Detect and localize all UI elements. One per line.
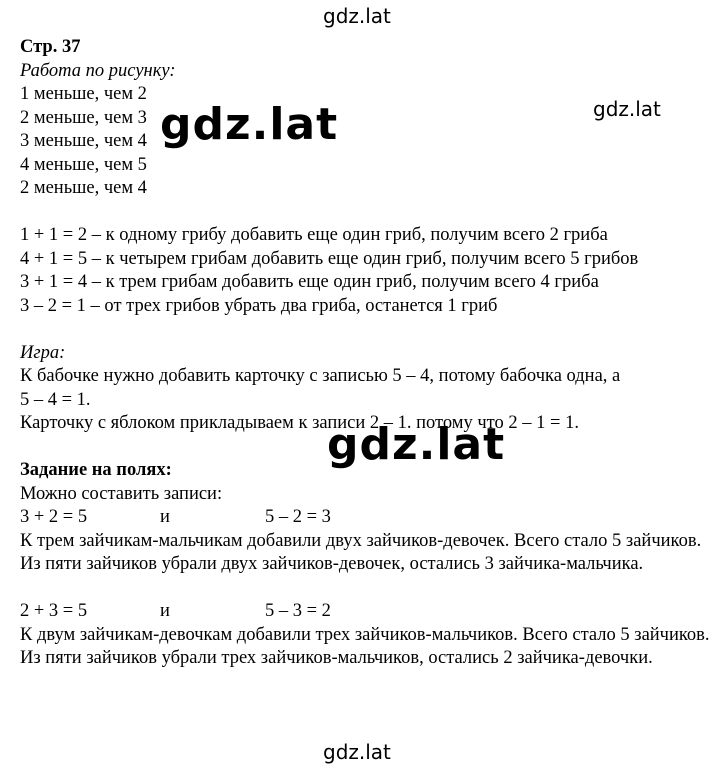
mushroom-equation: 3 – 2 = 1 – от трех грибов убрать два гриба, останется 1 гриб: [20, 295, 498, 316]
spacer: [20, 577, 710, 601]
spacer: [20, 201, 710, 225]
spacer: [20, 436, 710, 460]
conjunction: и: [160, 601, 170, 621]
equation-pair: [20, 600, 710, 624]
equation: 3 + 2 = 5: [20, 507, 88, 527]
mushroom-equation: 4 + 1 = 5 – к четырем грибам добавить еще один гриб, получим всего 5 грибов: [20, 248, 639, 269]
equation-pair: [20, 506, 710, 530]
solution-text: [20, 36, 710, 671]
conjunction: и: [160, 507, 170, 527]
story-text: Из пяти зайчиков убрали трех зайчиков-мальчиков, остались 2 зайчика-девочки.: [20, 648, 653, 668]
section-title-game: Игра:: [20, 342, 66, 363]
margin-task-intro: Можно составить записи:: [20, 483, 223, 504]
game-text: Карточку с яблоком прикладываем к записи 2 – 1. потому что 2 – 1 = 1.: [20, 413, 579, 433]
equation: 2 + 3 = 5: [20, 601, 88, 621]
watermark-bottom: gdz.lat: [323, 740, 391, 764]
section-title-margin-task: Задание на полях:: [20, 460, 172, 480]
equation: 5 – 2 = 3: [265, 507, 331, 527]
mushroom-equation: 3 + 1 = 4 – к трем грибам добавить еще один гриб, получим всего 4 гриба: [20, 272, 599, 292]
page-label: Стр. 37: [20, 37, 81, 57]
comparison-line: 4 меньше, чем 5: [20, 154, 147, 175]
comparison-line: 1 меньше, чем 2: [20, 84, 147, 104]
equation: 5 – 3 = 2: [265, 601, 331, 621]
watermark-top: gdz.lat: [323, 4, 391, 28]
game-text: К бабочке нужно добавить карточку с записью 5 – 4, потому бабочка одна, а: [20, 366, 621, 386]
watermark-right: gdz.lat: [593, 97, 661, 121]
story-text: К трем зайчикам-мальчикам добавили двух зайчиков-девочек. Всего стало 5 зайчиков.: [20, 530, 702, 551]
mushroom-equation: 1 + 1 = 2 – к одному грибу добавить еще один гриб, получим всего 2 гриба: [20, 225, 608, 245]
watermark-big-middle: gdz.lat: [327, 419, 506, 470]
spacer: [20, 318, 710, 342]
section-title-picture: Работа по рисунку:: [20, 60, 176, 81]
comparison-line: 2 меньше, чем 3: [20, 107, 147, 128]
comparison-line: 2 меньше, чем 4: [20, 178, 147, 198]
comparison-line: 3 меньше, чем 4: [20, 131, 147, 151]
story-text: К двум зайчикам-девочкам добавили трех зайчиков-мальчиков. Всего стало 5 зайчиков.: [20, 624, 710, 645]
story-text: Из пяти зайчиков убрали двух зайчиков-девочек, остались 3 зайчика-мальчика.: [20, 554, 644, 574]
game-text: 5 – 4 = 1.: [20, 389, 91, 410]
watermark-big-upper: gdz.lat: [160, 99, 339, 150]
